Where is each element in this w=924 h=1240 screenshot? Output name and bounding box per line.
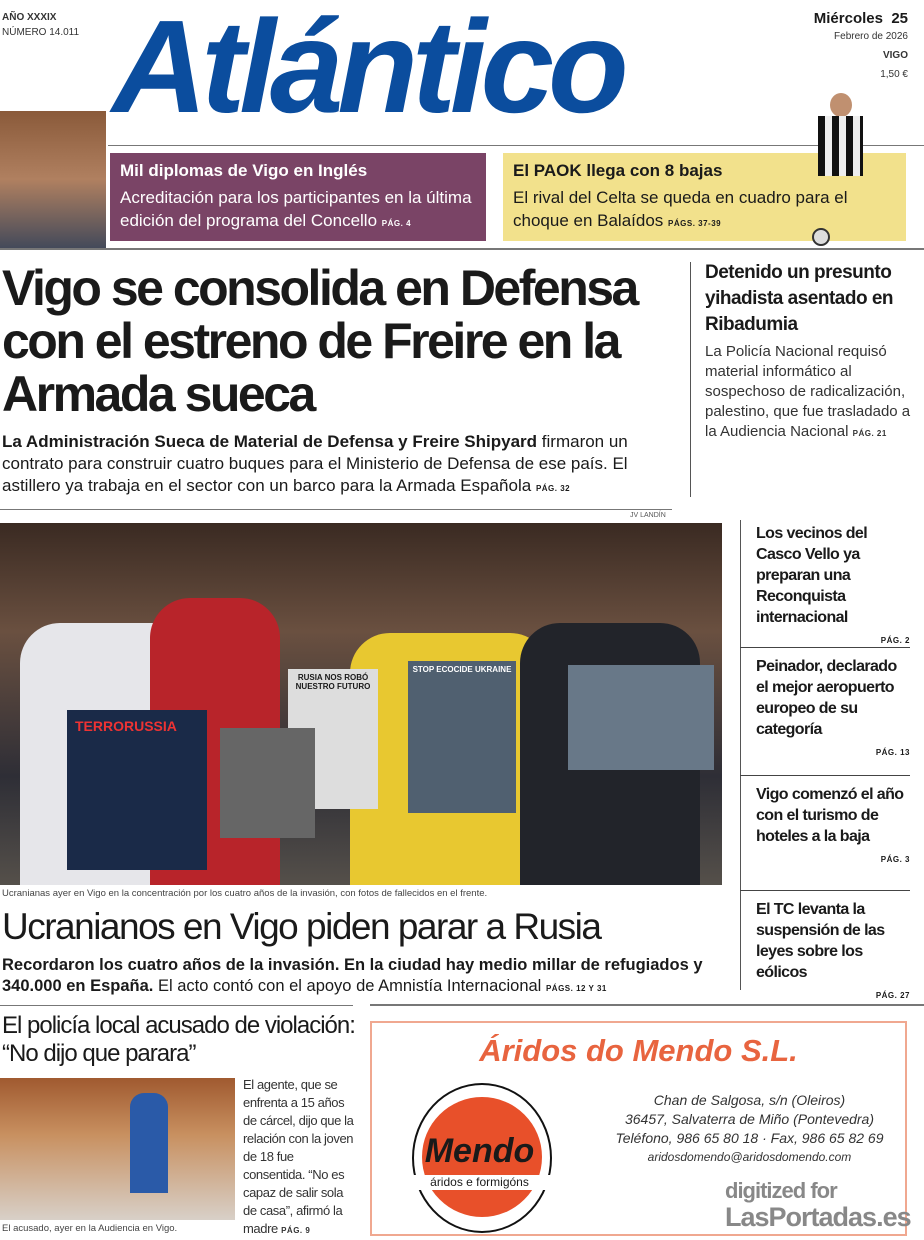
side-list-item[interactable]: Peinador, declarado el mejor aeropuerto europeo de su categoría PÁG. 13 [740,648,910,776]
watermark: digitized for LasPortadas.es [725,1178,911,1232]
football-player-photo [790,88,920,248]
side-list [740,520,910,1000]
edition: VIGO [882,50,908,61]
date-month: Febrero de 2026 [834,31,908,42]
second-headline[interactable]: Ucranianos en Vigo piden parar a Rusia [2,906,601,947]
photo-caption: Ucranianas ayer en Vigo en la concentración por los cuatro años de la invasión, con fotos de fallecidos en el frente. [2,888,488,899]
promo-paok[interactable]: El PAOK llega con 8 bajas El rival del Celta se queda en cuadro para el choque en Balaídos PÁGS. 37-39 [503,153,906,241]
promo-photo-diplomas[interactable] [0,111,106,248]
lead-article [2,262,682,500]
promo-diplomas[interactable]: Mil diplomas de Vigo en Inglés Acreditación para los participantes en la última edición del programa del Concello PÁG. 4 [110,153,486,241]
side-list-item[interactable]: El TC levanta la suspensión de las leyes sobre los eólicos PÁG. 27 [756,901,910,1000]
issue-number: NÚMERO 14.011 [2,27,80,38]
date-weekday: Miércoles 25 [813,10,908,27]
sign-rusia: RUSIA NOS ROBÓ NUESTRO FUTURO [288,669,378,809]
divider [690,262,691,497]
third-photo[interactable] [0,1078,235,1220]
main-photo[interactable] [0,523,722,885]
photo-credit: JV LANDÍN [630,512,666,519]
third-headline[interactable]: El policía local acusado de violación: “No dijo que parara” [2,1012,355,1067]
divider [0,1005,353,1006]
lead-subhead: La Administración Sueca de Material de Defensa y Freire Shipyard firmaron un contrato para construir cuatro buques para el Ministerio de Defensa de ese país. El astillero ya trabaja en el sector con un barco para la Armada Española PÁG. 32 [2,432,628,495]
third-caption: El acusado, ayer en la Audiencia en Vigo. [2,1223,178,1234]
sign-stop-ecocide: STOP ECOCIDE UKRAINE [408,661,516,813]
side-list-item[interactable]: Los vecinos del Casco Vello ya preparan una Reconquista internacional PÁG. 2 [740,520,910,648]
divider [0,509,672,510]
masthead-logo[interactable]: Atlántico [112,0,623,140]
divider [0,248,924,250]
ad-title: Áridos do Mendo S.L. [479,1033,798,1068]
second-subhead: Recordaron los cuatro años de la invasión. En la ciudad hay medio millar de refugiados y 340.000 en España. El acto contó con el apoyo de Amnistía Internacional PÁGS. 12 Y 31 [2,956,703,995]
article-detenido[interactable]: Detenido un presunto yihadista asentado en Ribadumia La Policía Nacional requisó material informático al sospechoso de radicalización, palestino, que fue trasladado a la Audiencia Nacional PÁG. 21 [705,262,911,440]
year-label: AÑO XXXIX [2,12,57,23]
third-body: El agente, que se enfrenta a 15 años de cárcel, dijo que la relación con la joven de 18 fue consentida. “No es capaz de salir sola de casa”, afirmó la madre PÁG. 9 [243,1077,354,1236]
sign-terrorussia: TERRORUSSIA [67,710,207,870]
ad-contact: Chan de Salgosa, s/n (Oleiros) 36457, Salvaterra de Miño (Pontevedra) Teléfono, 986 65 80 18 · Fax, 986 65 82 69 aridosdomendo@aridosdomendo.com [615,1092,884,1164]
side-list-item[interactable]: Vigo comenzó el año con el turismo de hoteles a la baja PÁG. 3 [740,776,910,891]
price: 1,50 € [880,69,908,80]
lead-headline[interactable]: Vigo se consolida en Defensa con el estreno de Freire en la Armada sueca [2,260,637,422]
mendo-logo: Mendo áridos e formigóns [382,1083,577,1233]
divider [370,1004,924,1006]
